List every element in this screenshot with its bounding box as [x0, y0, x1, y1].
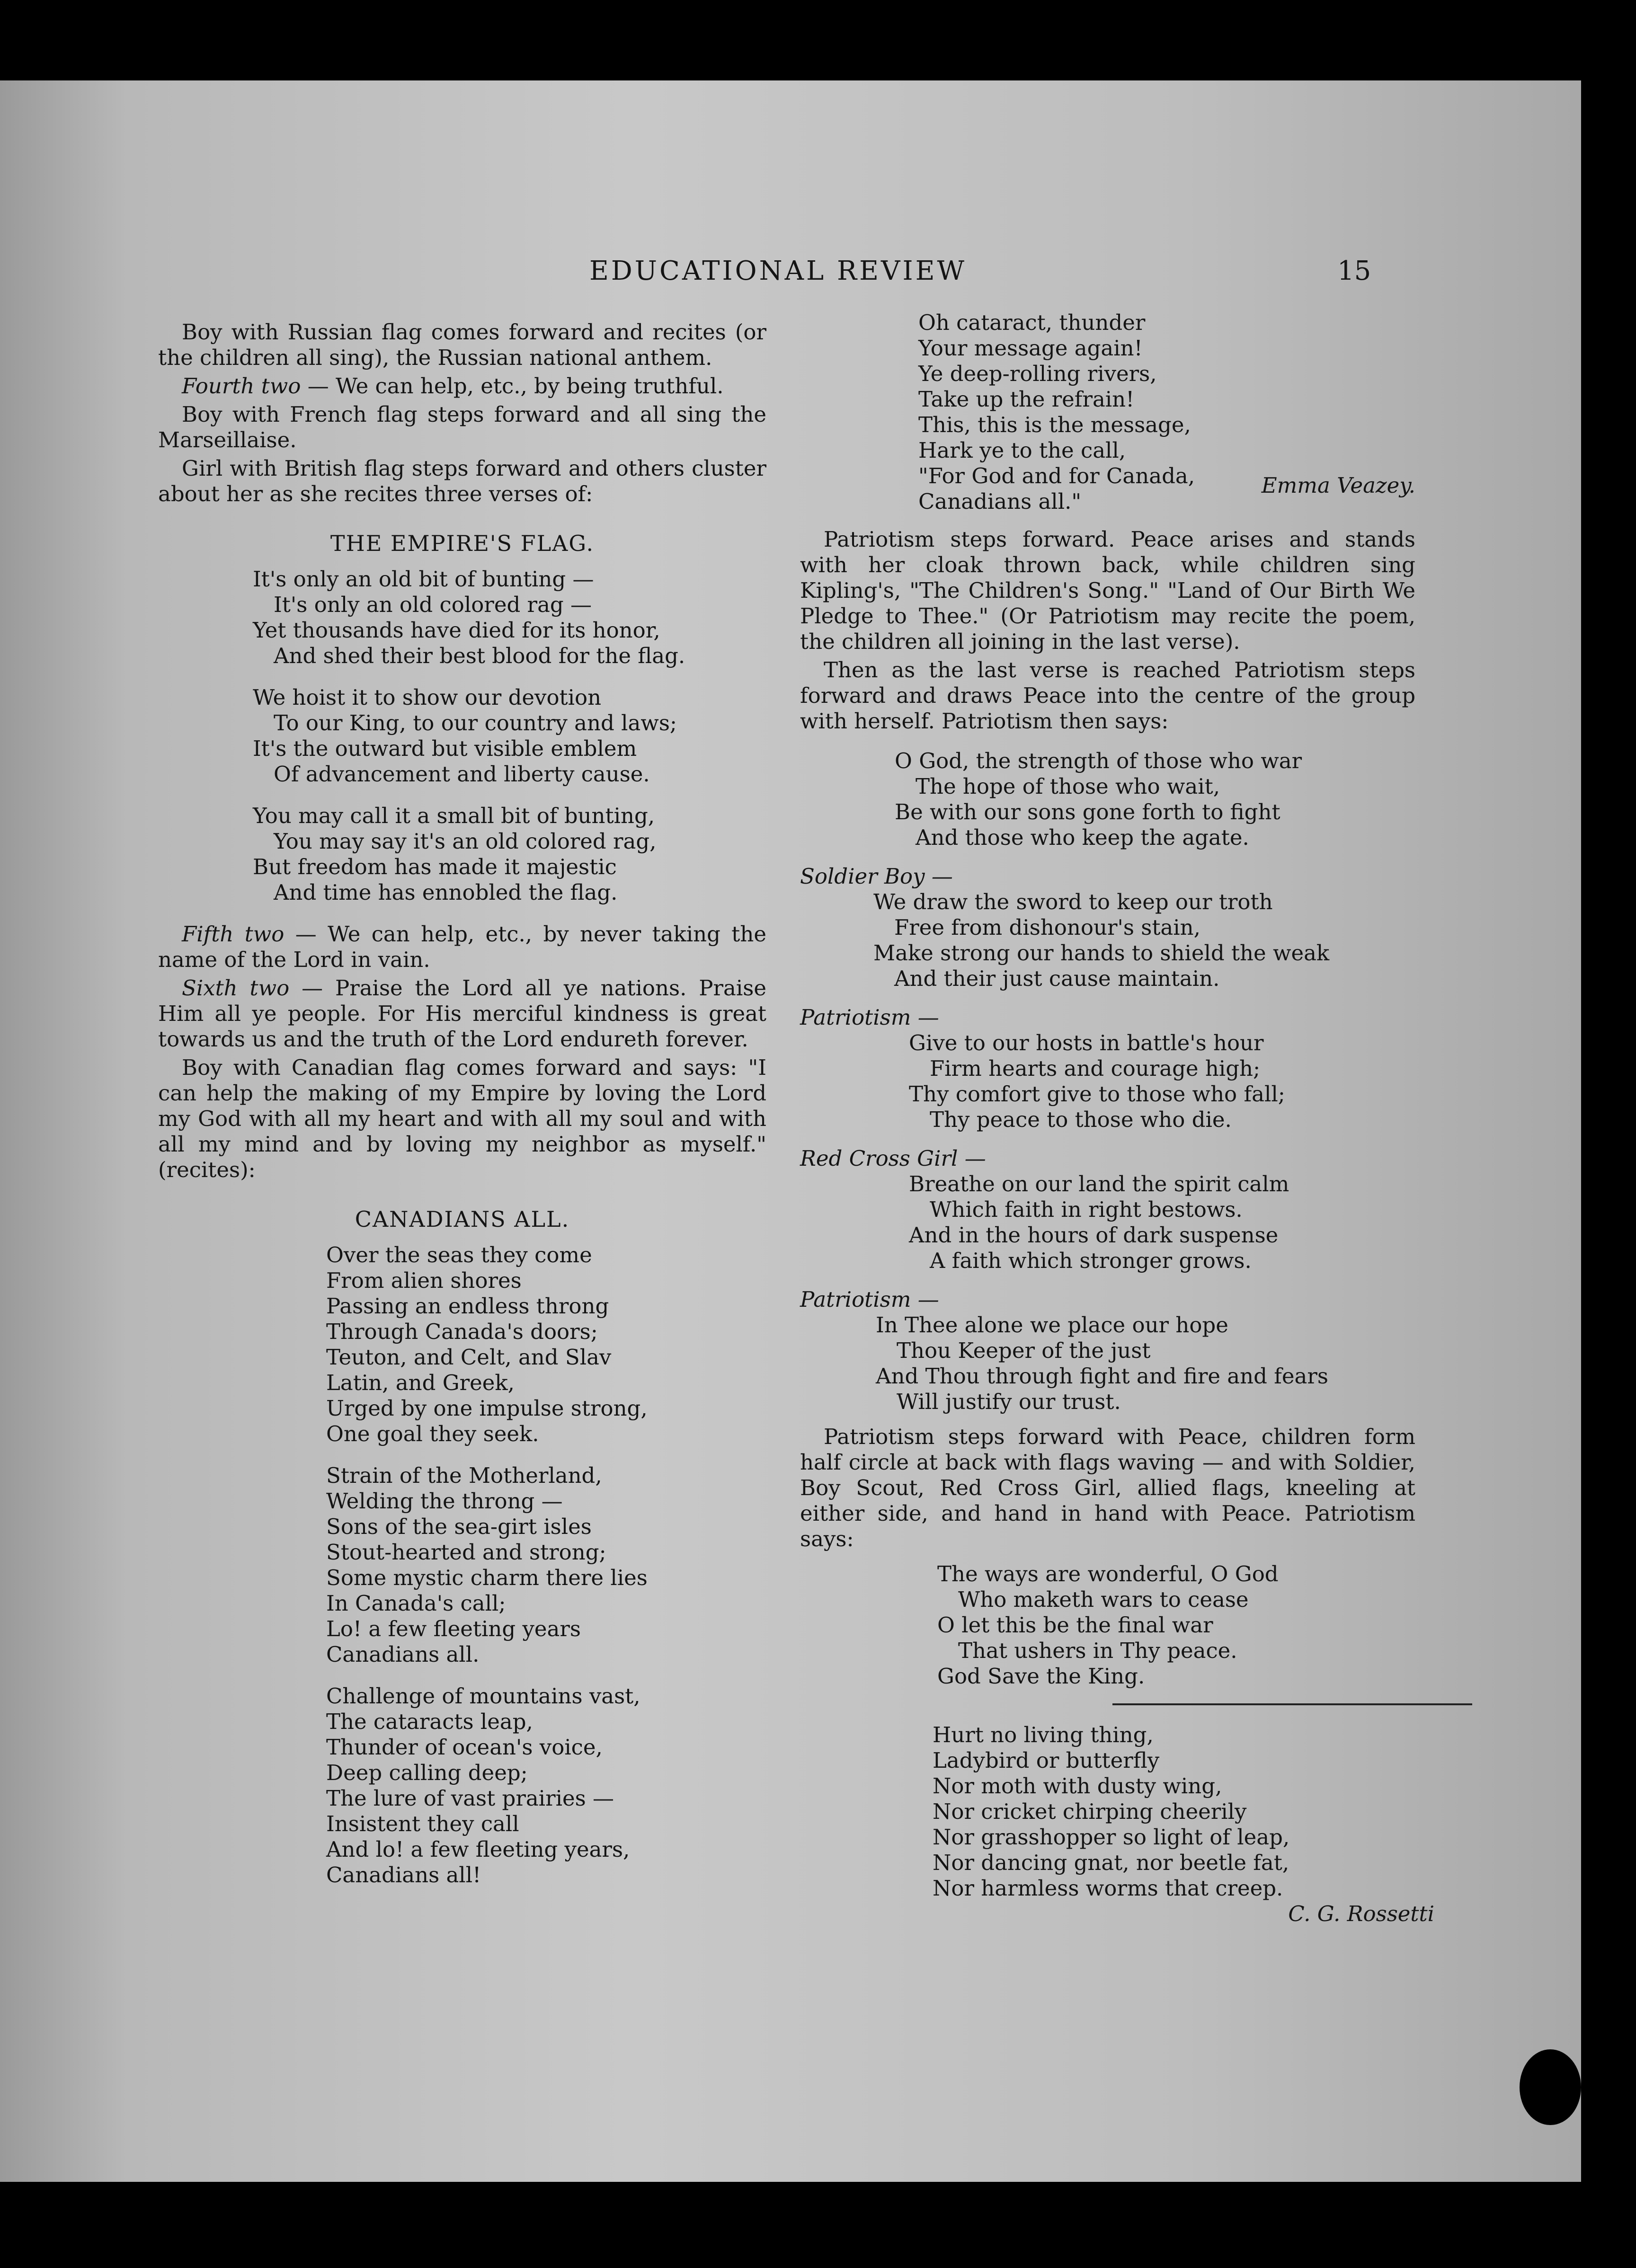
paragraph: Then as the last verse is reached Patriotism steps forward and draws Peace into the centre of the group with herself. Patriotism then says: [800, 657, 1415, 734]
verse-line: Yet thousands have died for its honor, [253, 618, 660, 643]
verse-line: Latin, and Greek, [326, 1370, 515, 1395]
verse-line: We draw the sword to keep our troth [873, 889, 1273, 914]
closing-verse [800, 1561, 1415, 1689]
verse-line: Stout-hearted and strong; [326, 1540, 606, 1565]
paragraph-text: — We can help, etc., by being truthful. [301, 373, 724, 399]
paragraph-text: — We can help, etc., by never taking the name of the Lord in vain. [158, 921, 766, 972]
page-number: 15 [1337, 256, 1371, 286]
stanza [253, 567, 766, 669]
verse-line: Thy comfort give to those who fall; [909, 1081, 1285, 1107]
verse-line: The ways are wonderful, O God [937, 1561, 1279, 1586]
verse-line: Firm hearts and courage high; [930, 1056, 1261, 1081]
verse-line: Make strong our hands to shield the weak [873, 940, 1330, 966]
verse-line: We hoist it to show our devotion [253, 685, 602, 710]
verse-line: Nor dancing gnat, nor beetle fat, [933, 1850, 1289, 1875]
verse-patriotism [800, 1030, 1415, 1133]
verse-patriotism [800, 748, 1415, 850]
divider-rule [1112, 1703, 1472, 1705]
verse-line: You may call it a small bit of bunting, [253, 803, 655, 828]
poem-author: Emma Veazey. [1261, 473, 1415, 498]
verse-line: "For God and for Canada, [918, 463, 1195, 488]
verse-line: Teuton, and Celt, and Slav [326, 1345, 612, 1370]
verse-line: Free from dishonour's stain, [894, 915, 1200, 940]
verse-line: Canadians all. [326, 1642, 480, 1667]
verse-line: It's the outward but visible emblem [253, 736, 637, 761]
paragraph: Boy with Russian flag comes forward and recites (or the children all sing), the Russian national anthem. [158, 319, 766, 370]
poem-empires-flag [158, 567, 766, 905]
verse-line: Nor grasshopper so light of leap, [933, 1825, 1290, 1850]
verse-line: Welding the throng — [326, 1488, 563, 1514]
verse-line: Lo! a few fleeting years [326, 1616, 581, 1641]
paragraph [158, 373, 766, 399]
verse-line: Oh cataract, thunder [918, 310, 1146, 335]
verse-line: Some mystic charm there lies [326, 1565, 648, 1590]
verse-line: That ushers in Thy peace. [958, 1638, 1237, 1663]
verse-line: Deep calling deep; [326, 1760, 528, 1785]
paragraph [158, 921, 766, 973]
verse-line: Breathe on our land the spirit calm [909, 1171, 1289, 1196]
verse-line: O God, the strength of those who war [895, 748, 1302, 773]
verse-line: In Canada's call; [326, 1591, 506, 1616]
stanza [326, 1683, 766, 1888]
stanza [253, 803, 766, 905]
verse-line: Over the seas they come [326, 1242, 592, 1267]
poem-title: THE EMPIRE'S FLAG. [330, 531, 595, 556]
verse-line: And their just cause maintain. [894, 966, 1220, 991]
verse-line: O let this be the final war [937, 1612, 1213, 1638]
verse-line: In Thee alone we place our hope [876, 1312, 1228, 1338]
paragraph: Boy with Canadian flag comes forward and says: "I can help the making of my Empire by loving the Lord my God with all my heart and with all my soul and with all my mind and by loving my neighbor as myself." (recites): [158, 1055, 766, 1182]
verse-line: And in the hours of dark suspense [909, 1223, 1279, 1248]
verse-line: The hope of those who wait, [916, 774, 1220, 799]
verse-line: Through Canada's doors; [326, 1319, 598, 1344]
poem-rossetti [800, 1722, 1415, 1901]
speaker-label: Patriotism — [800, 1005, 939, 1030]
speaker-label: Patriotism — [800, 1287, 939, 1312]
verse-line: From alien shores [326, 1268, 522, 1293]
speaker-label: Fourth two [182, 373, 301, 399]
verse-line: Nor moth with dusty wing, [933, 1773, 1222, 1798]
verse-line: Canadians all! [326, 1862, 481, 1887]
speaker-label: Fifth two [182, 921, 285, 947]
verse-line: It's only an old colored rag — [274, 592, 592, 617]
verse-patriotism [800, 1312, 1415, 1415]
verse-line: This, this is the message, [918, 412, 1191, 437]
verse-line: A faith which stronger grows. [930, 1248, 1252, 1273]
verse-line: Will justify our trust. [897, 1389, 1121, 1414]
verse-line: Be with our sons gone forth to fight [895, 799, 1280, 824]
verse-line: Strain of the Motherland, [326, 1463, 602, 1488]
paragraph-text: — Praise the Lord all ye nations. Praise Him all ye people. For His merciful kindness is great towards us and the truth of the Lord endureth forever. [158, 975, 766, 1052]
verse-line: Who maketh wars to cease [958, 1587, 1249, 1612]
verse-line: You may say it's an old colored rag, [274, 829, 657, 854]
journal-title: EDUCATIONAL REVIEW [589, 256, 967, 286]
poem-title: CANADIANS ALL. [355, 1206, 570, 1232]
verse-line: Nor harmless worms that creep. [933, 1876, 1283, 1901]
paragraph [158, 975, 766, 1052]
speaker-label: Sixth two [182, 975, 290, 1001]
paragraph: Patriotism steps forward. Peace arises and stands with her cloak thrown back, while children sing Kipling's, "The Children's Song." "Land of Our Birth We Pledge to Thee." (Or Patriotism may recite the poem, the children all joining in the last verse). [800, 527, 1415, 654]
verse-line: Sons of the sea-girt isles [326, 1514, 592, 1539]
poem-author: C. G. Rossetti [1288, 1901, 1434, 1926]
verse-line: Ladybird or butterfly [933, 1748, 1160, 1773]
verse-line: Passing an endless throng [326, 1293, 609, 1319]
verse-line: Canadians all." [918, 489, 1082, 514]
speaker-label: Red Cross Girl — [800, 1146, 986, 1171]
verse-line: Urged by one impulse strong, [326, 1396, 648, 1421]
verse-line: It's only an old bit of bunting — [253, 567, 594, 592]
right-column [800, 310, 1434, 1927]
verse-line: The cataracts leap, [326, 1709, 533, 1734]
stanza [253, 685, 766, 787]
stanza [326, 1463, 766, 1667]
verse-line: Challenge of mountains vast, [326, 1683, 640, 1709]
verse-line: But freedom has made it majestic [253, 854, 617, 879]
verse-line: Give to our hosts in battle's hour [909, 1030, 1264, 1055]
verse-line: And Thou through fight and fire and fears [876, 1364, 1328, 1389]
verse-line: Thy peace to those who die. [930, 1107, 1232, 1132]
paragraph: Patriotism steps forward with Peace, children form half circle at back with flags waving — and with Soldier, Boy Scout, Red Cross Girl, allied flags, kneeling at either side, and hand in hand with Peace. Patriotism says: [800, 1424, 1415, 1551]
document-page [0, 80, 1581, 2182]
left-column [158, 319, 766, 1904]
verse-line: Your message again! [918, 336, 1143, 361]
verse-line: Insistent they call [326, 1811, 519, 1836]
verse-line: The lure of vast prairies — [326, 1786, 614, 1811]
speaker-label: Soldier Boy — [800, 864, 953, 889]
ink-blot [1520, 2049, 1581, 2125]
poem-canadians-all [158, 1242, 766, 1888]
verse-soldier-boy [800, 889, 1415, 992]
verse-line: Thunder of ocean's voice, [326, 1735, 603, 1760]
verse-line: And time has ennobled the flag. [274, 880, 618, 905]
verse-line: One goal they seek. [326, 1421, 539, 1446]
verse-line: Nor cricket chirping cheerily [933, 1799, 1247, 1824]
verse-line: And shed their best blood for the flag. [274, 643, 685, 668]
verse-line: To our King, to our country and laws; [274, 710, 677, 735]
verse-line: And lo! a few fleeting years, [326, 1837, 630, 1862]
verse-line: Thou Keeper of the just [897, 1338, 1151, 1363]
stanza [326, 1242, 766, 1447]
verse-line: Hark ye to the call, [918, 438, 1126, 463]
verse-line: God Save the King. [937, 1664, 1145, 1689]
verse-line: And those who keep the agate. [916, 825, 1249, 850]
verse-line: Which faith in right bestows. [930, 1197, 1243, 1222]
verse-line: Hurt no living thing, [933, 1722, 1154, 1747]
paragraph: Boy with French flag steps forward and all sing the Marseillaise. [158, 402, 766, 452]
verse-line: Of advancement and liberty cause. [274, 762, 650, 787]
verse-red-cross-girl [800, 1171, 1415, 1274]
verse-line: Ye deep-rolling rivers, [918, 361, 1157, 386]
verse-line: Take up the refrain! [918, 387, 1135, 412]
paragraph: Girl with British flag steps forward and others cluster about her as she recites three verses of: [158, 456, 766, 506]
